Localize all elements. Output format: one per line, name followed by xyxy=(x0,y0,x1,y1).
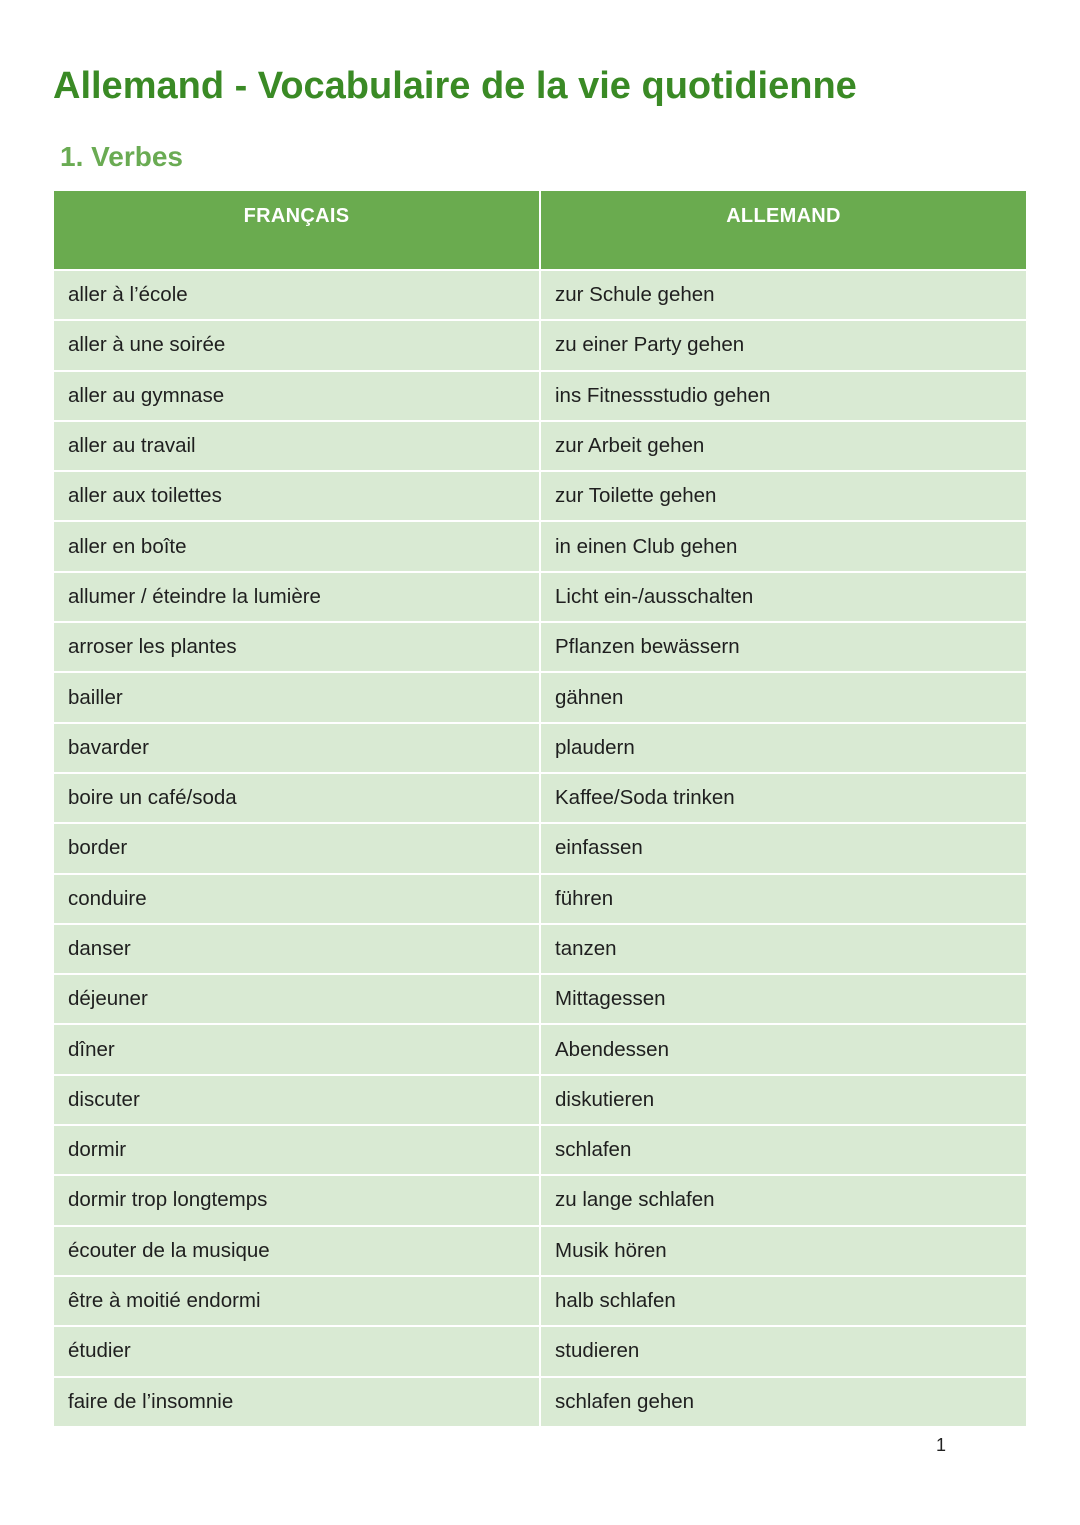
german-term: Kaffee/Soda trinken xyxy=(540,773,1027,823)
vocabulary-table xyxy=(52,189,1028,1428)
table-row xyxy=(53,1125,1027,1175)
german-term: Abendessen xyxy=(540,1024,1027,1074)
german-term: schlafen xyxy=(540,1125,1027,1175)
german-term: Licht ein-/ausschalten xyxy=(540,572,1027,622)
french-term: discuter xyxy=(53,1075,540,1125)
german-term: Musik hören xyxy=(540,1226,1027,1276)
french-term: bavarder xyxy=(53,723,540,773)
german-term: ins Fitnessstudio gehen xyxy=(540,371,1027,421)
table-row xyxy=(53,823,1027,873)
table-row xyxy=(53,1226,1027,1276)
german-term: zu einer Party gehen xyxy=(540,320,1027,370)
french-term: être à moitié endormi xyxy=(53,1276,540,1326)
german-term: diskutieren xyxy=(540,1075,1027,1125)
table-row xyxy=(53,1326,1027,1376)
german-term: tanzen xyxy=(540,924,1027,974)
french-term: étudier xyxy=(53,1326,540,1376)
french-term: bailler xyxy=(53,672,540,722)
table-row xyxy=(53,270,1027,320)
french-term: danser xyxy=(53,924,540,974)
french-term: aller au travail xyxy=(53,421,540,471)
table-row xyxy=(53,974,1027,1024)
german-term: einfassen xyxy=(540,823,1027,873)
french-term: border xyxy=(53,823,540,873)
table-row xyxy=(53,572,1027,622)
german-term: zur Schule gehen xyxy=(540,270,1027,320)
german-term: gähnen xyxy=(540,672,1027,722)
french-term: aller au gymnase xyxy=(53,371,540,421)
french-term: déjeuner xyxy=(53,974,540,1024)
table-row xyxy=(53,471,1027,521)
table-row xyxy=(53,421,1027,471)
french-term: aller aux toilettes xyxy=(53,471,540,521)
german-term: zur Toilette gehen xyxy=(540,471,1027,521)
german-term: Pflanzen bewässern xyxy=(540,622,1027,672)
table-row xyxy=(53,1276,1027,1326)
table-row xyxy=(53,521,1027,571)
table-row xyxy=(53,773,1027,823)
french-term: conduire xyxy=(53,874,540,924)
column-header-german: ALLEMAND xyxy=(540,190,1027,270)
german-term: plaudern xyxy=(540,723,1027,773)
german-term: studieren xyxy=(540,1326,1027,1376)
french-term: faire de l’insomnie xyxy=(53,1377,540,1427)
page-title: Allemand - Vocabulaire de la vie quotidienne xyxy=(53,65,857,107)
french-term: arroser les plantes xyxy=(53,622,540,672)
french-term: aller à une soirée xyxy=(53,320,540,370)
section-title: 1. Verbes xyxy=(60,141,183,172)
french-term: dormir xyxy=(53,1125,540,1175)
french-term: dîner xyxy=(53,1024,540,1074)
table-row xyxy=(53,723,1027,773)
table-row xyxy=(53,622,1027,672)
table-row xyxy=(53,672,1027,722)
table-row xyxy=(53,1175,1027,1225)
french-term: boire un café/soda xyxy=(53,773,540,823)
table-row xyxy=(53,874,1027,924)
table-row xyxy=(53,371,1027,421)
german-term: schlafen gehen xyxy=(540,1377,1027,1427)
table-body xyxy=(53,270,1027,1427)
german-term: Mittagessen xyxy=(540,974,1027,1024)
german-term: zur Arbeit gehen xyxy=(540,421,1027,471)
french-term: aller en boîte xyxy=(53,521,540,571)
table-row xyxy=(53,320,1027,370)
table-row xyxy=(53,1024,1027,1074)
column-header-french: FRANÇAIS xyxy=(53,190,540,270)
french-term: dormir trop longtemps xyxy=(53,1175,540,1225)
german-term: in einen Club gehen xyxy=(540,521,1027,571)
german-term: halb schlafen xyxy=(540,1276,1027,1326)
french-term: allumer / éteindre la lumière xyxy=(53,572,540,622)
table-header-row xyxy=(53,190,1027,270)
french-term: écouter de la musique xyxy=(53,1226,540,1276)
french-term: aller à l’école xyxy=(53,270,540,320)
german-term: zu lange schlafen xyxy=(540,1175,1027,1225)
german-term: führen xyxy=(540,874,1027,924)
table-row xyxy=(53,924,1027,974)
table-row xyxy=(53,1075,1027,1125)
table-row xyxy=(53,1377,1027,1427)
page-number: 1 xyxy=(936,1435,947,1455)
